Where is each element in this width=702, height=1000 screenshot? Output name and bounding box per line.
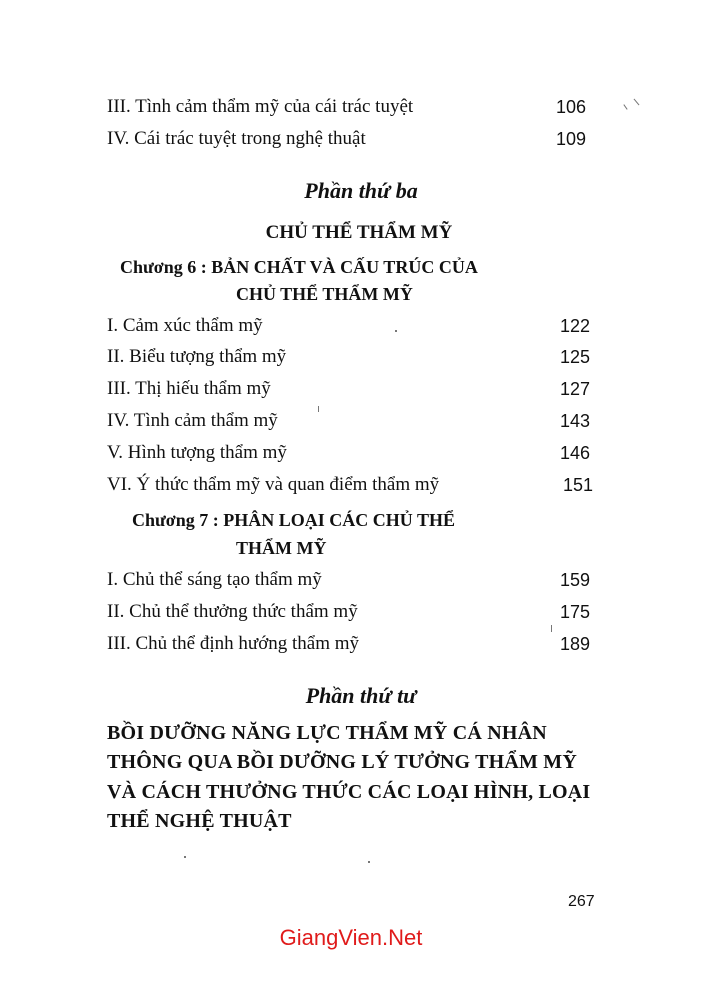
toc-entry — [0, 406, 702, 436]
toc-entry — [0, 470, 702, 500]
toc-entry-label: III. Thị hiếu thẩm mỹ — [107, 378, 271, 399]
toc-entry-label: I. Chủ thể sáng tạo thẩm mỹ — [107, 569, 322, 590]
toc-entry — [0, 92, 702, 122]
toc-entry — [0, 311, 702, 341]
toc-entry-page: 175 — [560, 602, 591, 622]
part-three-subtitle: CHỦ THỂ THẨM MỸ — [265, 222, 453, 243]
part-four-heading-line: VÀ CÁCH THƯỞNG THỨC CÁC LOẠI HÌNH, LOẠI — [107, 781, 591, 803]
toc-entry-label: I. Cảm xúc thẩm mỹ — [107, 315, 263, 336]
toc-entry — [0, 597, 702, 627]
scan-speck — [551, 625, 552, 632]
scan-speck — [368, 861, 370, 863]
toc-entry — [0, 629, 702, 659]
chapter-seven-heading-cont: THẨM MỸ — [236, 538, 327, 558]
toc-entry-label: V. Hình tượng thẩm mỹ — [107, 442, 287, 463]
scan-speck — [395, 330, 397, 332]
toc-entry-label: III. Tình cảm thẩm mỹ của cái trác tuyệt — [107, 96, 414, 117]
scan-speck — [184, 856, 186, 858]
chapter-seven-heading: Chương 7 : PHÂN LOẠI CÁC CHỦ THỂ — [132, 510, 455, 530]
toc-entry-label: IV. Tình cảm thẩm mỹ — [107, 410, 278, 431]
part-three-title: Phần thứ ba — [304, 178, 418, 203]
part-four-title: Phần thứ tư — [305, 683, 417, 708]
toc-entry-label: III. Chủ thể định hướng thẩm mỹ — [107, 633, 360, 654]
toc-entry-label: VI. Ý thức thẩm mỹ và quan điểm thẩm mỹ — [107, 474, 440, 495]
toc-entry-page: 143 — [560, 411, 591, 431]
toc-entry-label: IV. Cái trác tuyệt trong nghệ thuật — [107, 128, 366, 149]
part-four-heading-line: THỂ NGHỆ THUẬT — [107, 810, 292, 832]
chapter-six-heading: Chương 6 : BẢN CHẤT VÀ CẤU TRÚC CỦA — [120, 257, 478, 277]
toc-entry — [0, 342, 702, 372]
toc-entry-page: 109 — [556, 129, 587, 149]
chapter-six-heading-cont: CHỦ THỂ THẨM MỸ — [236, 284, 413, 304]
toc-entry-page: 122 — [560, 316, 591, 336]
toc-entry — [0, 124, 702, 154]
part-four-heading-line: THÔNG QUA BỒI DƯỠNG LÝ TƯỞNG THẨM MỸ — [107, 751, 578, 773]
toc-entry — [0, 438, 702, 468]
toc-entry-page: 159 — [560, 570, 591, 590]
toc-entry-label: II. Biểu tượng thẩm mỹ — [107, 346, 287, 367]
watermark: GiangVien.Net — [279, 925, 423, 950]
toc-entry-page: 146 — [560, 443, 591, 463]
toc-entry-page: 127 — [560, 379, 591, 399]
toc-entry — [0, 374, 702, 404]
toc-entry-page: 106 — [556, 97, 587, 117]
toc-entry-label: II. Chủ thể thưởng thức thẩm mỹ — [107, 601, 358, 622]
toc-entry — [0, 565, 702, 595]
part-four-heading-line: BỒI DƯỠNG NĂNG LỰC THẨM MỸ CÁ NHÂN — [107, 722, 547, 744]
toc-entry-page: 189 — [560, 634, 591, 654]
toc-entry-page: 151 — [563, 475, 594, 495]
toc-entry-page: 125 — [560, 347, 591, 367]
page-number: 267 — [568, 893, 595, 910]
scan-speck — [318, 406, 319, 412]
